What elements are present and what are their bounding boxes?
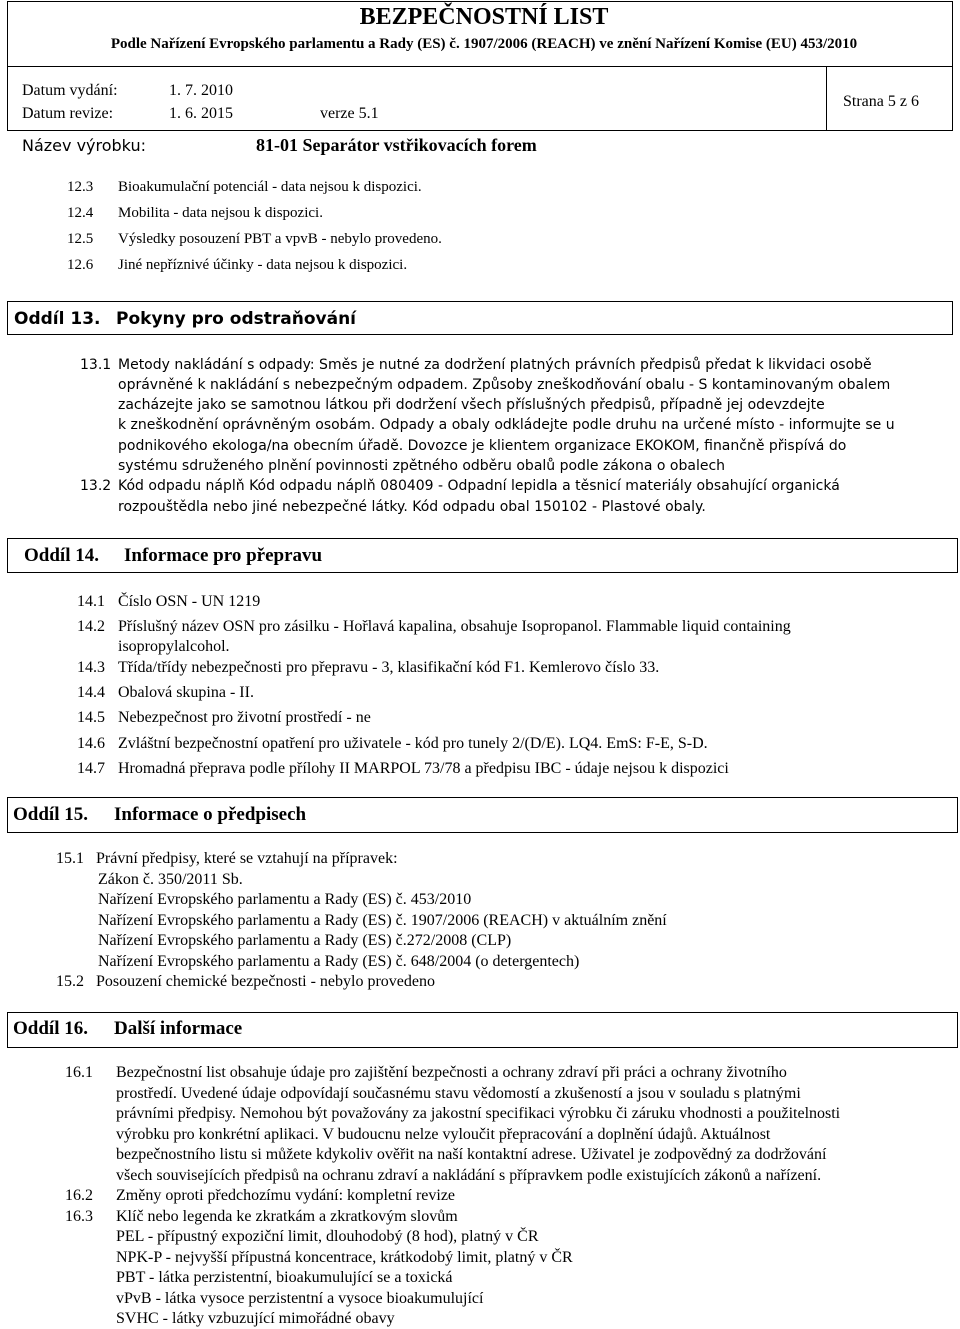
law-item: Zákon č. 350/2011 Sb. bbox=[98, 871, 243, 888]
item-text-line: rozpouštědla nebo jiné nebezpečné látky. Kód odpadu obal 150102 - Plastové obaly. bbox=[118, 499, 706, 515]
revision-date-value: 1. 6. 2015 bbox=[169, 105, 233, 122]
header-divider-page bbox=[826, 66, 827, 130]
item-number: 12.6 bbox=[67, 257, 94, 273]
item-text-line: Bezpečnostní list obsahuje údaje pro zajištění bezpečnosti a ochrany zdraví při práci a ochrany životního bbox=[116, 1064, 787, 1081]
document-subtitle: Podle Nařízení Evropského parlamentu a Rady (ES) č. 1907/2006 (REACH) ve znění Nařízení Komise (EU) 453/2010 bbox=[110, 36, 858, 52]
item-text-line: výrobku pro konkrétní aplikaci. V budoucnu nelze vyloučit přepracování a doplnění údajů. Aktuálnost bbox=[116, 1126, 771, 1143]
item-number: 14.6 bbox=[77, 735, 105, 752]
item-text-line: Příslušný název OSN pro zásilku - Hořlavá kapalina, obsahuje Isopropanol. Flammable liquid containing bbox=[118, 618, 791, 635]
item-text-line: Změny oproti předchozímu vydání: kompletní revize bbox=[116, 1187, 456, 1204]
item-text: Výsledky posouzení PBT a vpvB - nebylo provedeno. bbox=[118, 231, 442, 247]
item-number: 15.2 bbox=[56, 973, 84, 990]
version-value: verze 5.1 bbox=[320, 105, 379, 122]
item-text-line: všech souvisejících předpisů na ochranu zdraví a nakládání s přípravkem podle existujících zákonů a nařízení. bbox=[116, 1167, 822, 1184]
item-text-line: Klíč nebo legenda ke zkratkám a zkratkovým slovům bbox=[116, 1208, 458, 1225]
item-text-line: k zneškodnění oprávněným osobám. Odpady a obaly odkládejte podle druhu na určené místo - informujte se u bbox=[118, 417, 895, 433]
item-number: 13.1 bbox=[80, 357, 112, 373]
page-number: Strana 5 z 6 bbox=[843, 93, 919, 110]
abbreviation-item: vPvB - látka vysoce perzistentní a vysoce bioakumulující bbox=[116, 1290, 484, 1307]
header-divider-top bbox=[7, 66, 953, 67]
item-text-line: oprávněné k nakládání s nebezpečným odpadem. Způsoby zneškodňování obalu - S kontaminovaným obalem bbox=[118, 377, 891, 393]
item-text-line: bezpečnostního listu si můžete kdykoliv ověřit na naší kontaktní adrese. Uživatel je zodpovědný za dodržování bbox=[116, 1146, 827, 1163]
section-label: Oddíl 13. bbox=[14, 309, 101, 329]
item-text-line: Třída/třídy nebezpečnosti pro přepravu - 3, klasifikační kód F1. Kemlerovo číslo 33. bbox=[118, 659, 660, 676]
section-title: Informace pro přepravu bbox=[124, 545, 323, 566]
product-name-label: Název výrobku: bbox=[22, 136, 146, 155]
item-number: 14.1 bbox=[77, 593, 105, 610]
item-text-line: Obalová skupina - II. bbox=[118, 684, 254, 701]
item-number: 12.4 bbox=[67, 205, 94, 221]
item-number: 16.3 bbox=[65, 1208, 93, 1225]
item-text-line: Posouzení chemické bezpečnosti - nebylo provedeno bbox=[96, 973, 435, 990]
item-number: 16.1 bbox=[65, 1064, 93, 1081]
abbreviation-item: SVHC - látky vzbuzující mimořádné obavy bbox=[116, 1310, 395, 1327]
document-title: BEZPEČNOSTNÍ LIST bbox=[359, 4, 609, 30]
abbreviation-item: PEL - přípustný expoziční limit, dlouhodobý (8 hod), platný v ČR bbox=[116, 1228, 539, 1245]
section-label: Oddíl 15. bbox=[13, 804, 88, 825]
item-number: 14.3 bbox=[77, 659, 105, 676]
header-divider-product bbox=[7, 130, 953, 131]
law-item: Nařízení Evropského parlamentu a Rady (ES) č. 453/2010 bbox=[98, 891, 472, 908]
product-name: 81-01 Separátor vstřikovacích forem bbox=[256, 135, 537, 155]
item-number: 15.1 bbox=[56, 850, 84, 867]
item-text-line: Nebezpečnost pro životní prostředí - ne bbox=[118, 709, 371, 726]
revision-date-label: Datum revize: bbox=[22, 105, 114, 122]
item-text: Jiné nepříznivé účinky - data nejsou k dispozici. bbox=[118, 257, 408, 273]
item-number: 14.4 bbox=[77, 684, 105, 701]
item-number: 14.2 bbox=[77, 618, 105, 635]
item-text-line: podnikového ekologa/na obecním úřadě. Dovozce je klientem organizace EKOKOM, finančně přispívá do bbox=[118, 438, 847, 454]
section-title: Pokyny pro odstraňování bbox=[116, 309, 356, 329]
law-item: Nařízení Evropského parlamentu a Rady (ES) č. 648/2004 (o detergentech) bbox=[98, 953, 580, 970]
item-text-line: Číslo OSN - UN 1219 bbox=[118, 593, 261, 610]
item-text-line: právními předpisy. Nemohou být považovány za jakostní specifikaci výrobku či záruku vhodnosti a použitelnosti bbox=[116, 1105, 841, 1122]
issue-date-value: 1. 7. 2010 bbox=[169, 82, 233, 99]
law-item: Nařízení Evropského parlamentu a Rady (ES) č. 1907/2006 (REACH) v aktuálním znění bbox=[98, 912, 667, 929]
section-title: Další informace bbox=[114, 1018, 243, 1039]
item-text: Mobilita - data nejsou k dispozici. bbox=[118, 205, 323, 221]
item-text-line: Zvláštní bezpečnostní opatření pro uživatele - kód pro tunely 2/(D/E). LQ4. EmS: F-E, S-D. bbox=[118, 735, 708, 752]
item-number: 14.7 bbox=[77, 760, 105, 777]
item-number: 14.5 bbox=[77, 709, 105, 726]
item-text-line: isopropylalcohol. bbox=[118, 638, 230, 655]
item-text-line: Právní předpisy, které se vztahují na přípravek: bbox=[96, 850, 398, 867]
issue-date-label: Datum vydání: bbox=[22, 82, 118, 99]
item-text-line: zacházejte jako se samotnou látkou při dodržení všech příslušných předpisů, případně jej odevzdejte bbox=[118, 397, 825, 413]
item-text-line: Hromadná přeprava podle přílohy II MARPOL 73/78 a předpisu IBC - údaje nejsou k dispozici bbox=[118, 760, 729, 777]
section-title: Informace o předpisech bbox=[114, 804, 307, 825]
item-text: Bioakumulační potenciál - data nejsou k dispozici. bbox=[118, 179, 422, 195]
section-label: Oddíl 16. bbox=[13, 1018, 88, 1039]
item-number: 16.2 bbox=[65, 1187, 93, 1204]
item-text-line: Metody nakládání s odpady: Směs je nutné za dodržení platných právních předpisů předat k likvidaci osobě bbox=[118, 357, 872, 373]
item-text-line: systému sdruženého plnění povinnosti zpětného odběru obalů podle zákona o obalech bbox=[118, 458, 726, 474]
item-number: 12.5 bbox=[67, 231, 94, 247]
item-text-line: Kód odpadu náplň Kód odpadu náplň 080409 - Odpadní lepidla a těsnicí materiály obsahující organická bbox=[118, 478, 840, 494]
abbreviation-item: PBT - látka perzistentní, bioakumulující se a toxická bbox=[116, 1269, 453, 1286]
section-label: Oddíl 14. bbox=[24, 545, 99, 566]
item-number: 13.2 bbox=[80, 478, 112, 494]
abbreviation-item: NPK-P - nejvyšší přípustná koncentrace, krátkodobý limit, platný v ČR bbox=[116, 1249, 573, 1266]
item-number: 12.3 bbox=[67, 179, 94, 195]
law-item: Nařízení Evropského parlamentu a Rady (ES) č.272/2008 (CLP) bbox=[98, 932, 512, 949]
item-text-line: prostředí. Uvedené údaje odpovídají současnému stavu vědomostí a zkušeností a jsou v souladu s platnými bbox=[116, 1085, 801, 1102]
